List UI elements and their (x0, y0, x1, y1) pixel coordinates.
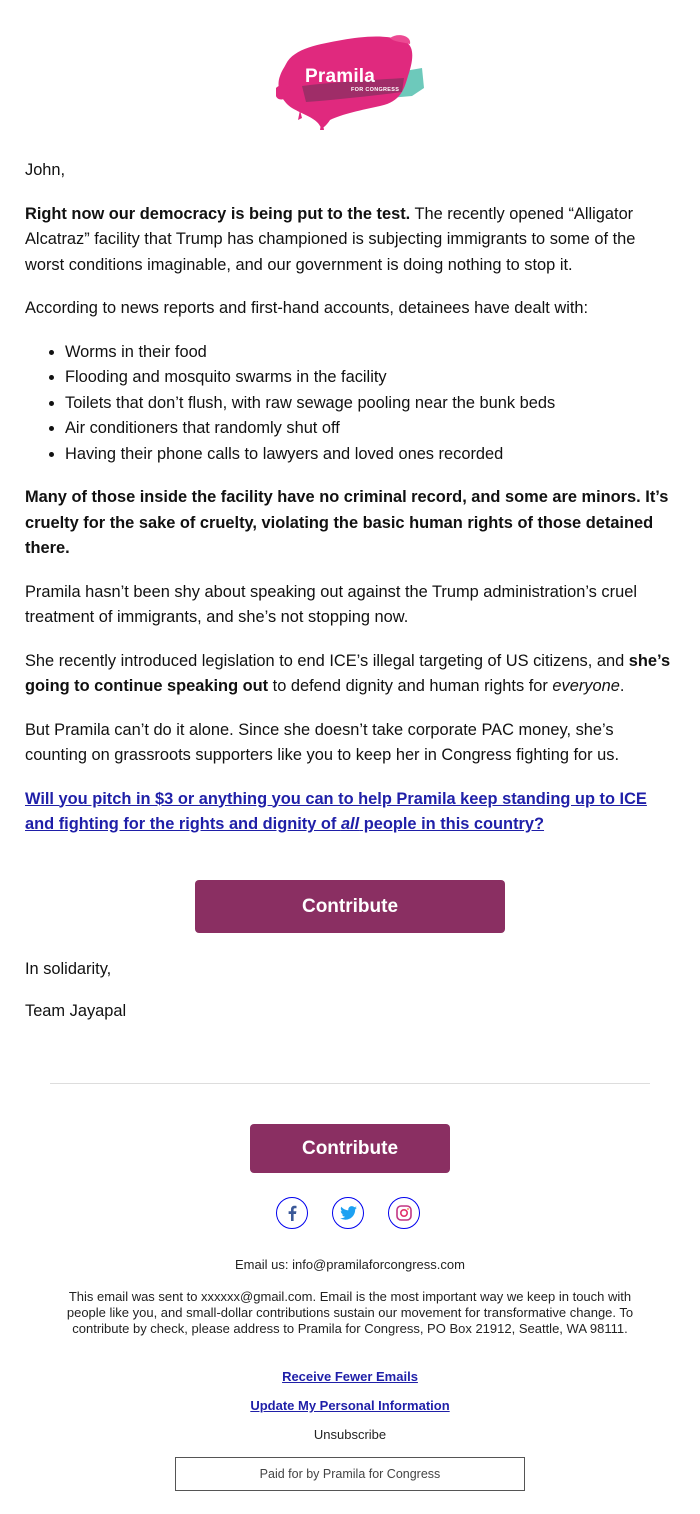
intro-paragraph (25, 202, 677, 279)
legislation-middle: to defend dignity and human rights for (268, 677, 553, 695)
list-item: • Having their phone calls to lawyers and loved ones recorded (65, 442, 677, 468)
list-item: • Toilets that don’t flush, with raw sewage pooling near the bunk beds (65, 391, 677, 417)
ask-start: Will you pitch in $3 or anything you can to help Pramila keep standing up to ICE and fighting for the rights and dignity of (25, 789, 647, 833)
facebook-icon-glyph (285, 1205, 299, 1221)
social-links (276, 1197, 426, 1233)
footer-email: Email us: info@pramilaforcongress.com (235, 1257, 465, 1272)
footer-update-row (50, 1398, 650, 1414)
logo-name: Pramila (305, 66, 376, 87)
grassroots-paragraph: But Pramila can’t do it alone. Since she doesn’t take corporate PAC money, she’s counting on grassroots supporters like you to keep her in Congress fighting for us. (25, 720, 620, 764)
twitter-icon[interactable] (332, 1197, 364, 1229)
list-item: • Air conditioners that randomly shut off (65, 416, 677, 442)
email-body (25, 158, 677, 856)
ask-end: people in this country? (359, 815, 545, 833)
donation-ask-link[interactable] (25, 790, 647, 834)
legislation-italic: everyone (552, 677, 620, 695)
intro-rest: The recently opened “Alligator Alcatraz” facility that Trump has championed is subjecting immigrants to some of the worst conditions imaginable, and our government is doing nothing to stop it. (25, 204, 636, 274)
footer-notice: This email was sent to xxxxxx@gmail.com. Email is the most important way we keep in touch with people like you, and small-dollar contributions sustain our movement for transformative change. To contribute by check, please address to Pramila for Congress, PO Box 21912, Seattle, WA 98111. (66, 1289, 634, 1336)
ask-paragraph (25, 787, 677, 838)
legislation-end: . (619, 677, 625, 695)
twitter-icon-glyph (340, 1206, 357, 1220)
facebook-icon[interactable] (276, 1197, 308, 1229)
update-personal-info-link[interactable]: Update My Personal Information (250, 1398, 450, 1413)
contribute-button[interactable]: Contribute (195, 880, 505, 933)
footer-divider (50, 1083, 650, 1084)
legislation-paragraph (25, 649, 677, 700)
ask-italic: all (340, 815, 360, 833)
logo-subtitle: FOR CONGRESS (351, 87, 400, 93)
paid-for-disclaimer: Paid for by Pramila for Congress (175, 1457, 525, 1491)
signature: Team Jayapal (25, 1002, 127, 1020)
receive-fewer-emails-link[interactable]: Receive Fewer Emails (282, 1369, 418, 1384)
instagram-icon[interactable] (388, 1197, 420, 1229)
intro-bold-lead: Right now our democracy is being put to the test. (25, 204, 411, 223)
closing: In solidarity, (25, 960, 112, 978)
list-item: • Worms in their food (65, 340, 677, 366)
conditions-intro: According to news reports and first-hand accounts, detainees have dealt with: (25, 299, 589, 317)
signoff (25, 957, 126, 1041)
legislation-bold: she’s going to continue speaking out (25, 651, 671, 695)
conditions-list (25, 340, 677, 468)
unsubscribe-link[interactable]: Unsubscribe (313, 1427, 387, 1442)
pramila-logo[interactable] (272, 30, 428, 132)
footer-fewer-emails-row (50, 1369, 650, 1385)
list-item: • Flooding and mosquito swarms in the facility (65, 365, 677, 391)
instagram-icon-glyph (396, 1205, 412, 1221)
greeting: John, (25, 161, 66, 179)
footer-contribute-button[interactable]: Contribute (250, 1124, 450, 1173)
legislation-start: She recently introduced legislation to end ICE’s illegal targeting of US citizens, and (25, 651, 629, 670)
cruelty-paragraph: Many of those inside the facility have no criminal record, and some are minors. It’s cruelty for the sake of cruelty, violating the basic human rights of those detained there. (25, 488, 669, 557)
speaking-out-paragraph: Pramila hasn’t been shy about speaking out against the Trump administration’s cruel treatment of immigrants, and she’s not stopping now. (25, 582, 637, 626)
